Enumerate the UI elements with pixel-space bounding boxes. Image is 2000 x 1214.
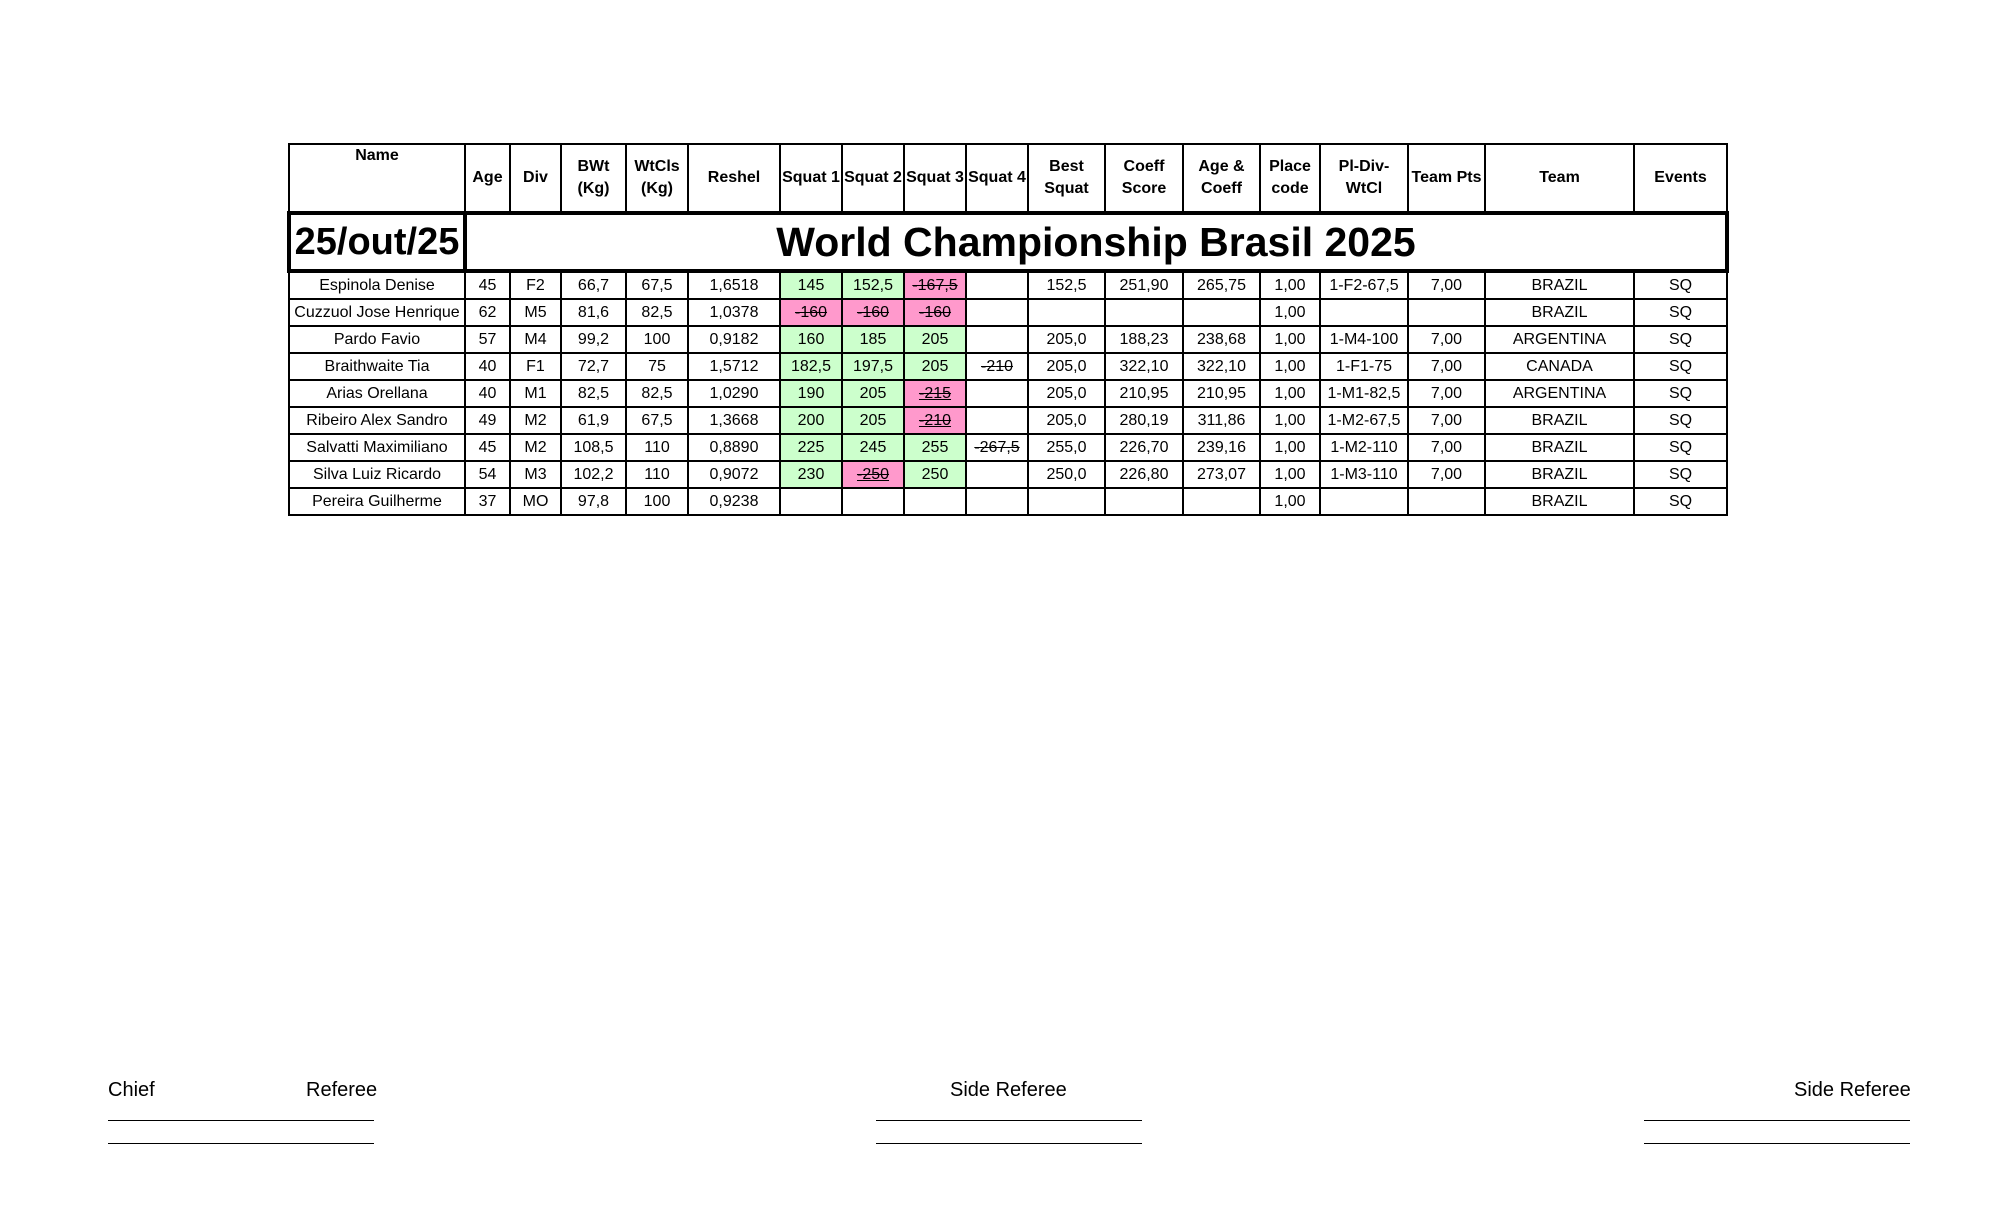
squat-3-cell [904,461,966,488]
table-row [289,353,1727,380]
col-header-wtcls: WtCls (Kg) [626,144,688,213]
squat-3-value: 250 [921,465,949,483]
events-cell: SQ [1634,380,1727,407]
best-squat-cell [1028,299,1105,326]
age-coeff-cell [1183,488,1260,515]
squat-4-cell [966,380,1028,407]
squat-2-cell [842,326,904,353]
squat-1-value: 230 [797,465,825,483]
reshel-coeff-cell: 1,6518 [688,271,780,299]
squat-1-cell [780,434,842,461]
best-squat-cell: 205,0 [1028,407,1105,434]
team-cell: CANADA [1485,353,1634,380]
athlete-name-cell: Cuzzuol Jose Henrique [289,299,465,326]
team-pts-cell: 7,00 [1408,353,1485,380]
body-weight-cell: 97,8 [561,488,626,515]
col-header-best-squat: Best Squat [1028,144,1105,213]
results-body [289,271,1727,515]
squat-3-value: 205 [921,330,949,348]
team-cell: BRAZIL [1485,488,1634,515]
athlete-name-cell: Pardo Favio [289,326,465,353]
col-header-coeff-score: Coeff Score [1105,144,1183,213]
squat-4-cell [966,434,1028,461]
division-cell: F1 [510,353,561,380]
weight-class-cell: 67,5 [626,271,688,299]
age-coeff-cell: 210,95 [1183,380,1260,407]
pl-div-wtcl-cell: 1-M4-100 [1320,326,1408,353]
chief-signature-line-2 [108,1143,374,1144]
coeff-score-cell: 188,23 [1105,326,1183,353]
team-pts-cell: 7,00 [1408,380,1485,407]
division-cell: M4 [510,326,561,353]
team-pts-cell: 7,00 [1408,434,1485,461]
team-cell: BRAZIL [1485,434,1634,461]
age-coeff-cell: 311,86 [1183,407,1260,434]
reshel-coeff-cell: 1,5712 [688,353,780,380]
coeff-score-cell [1105,299,1183,326]
place-code-cell: 1,00 [1260,353,1320,380]
reshel-coeff-cell: 0,9072 [688,461,780,488]
age-coeff-cell: 265,75 [1183,271,1260,299]
events-cell: SQ [1634,434,1727,461]
best-squat-cell: 205,0 [1028,380,1105,407]
results-table [287,143,1729,516]
age-coeff-cell: 238,68 [1183,326,1260,353]
squat-1-cell [780,271,842,299]
meet-date: 25/out/25 [289,213,465,271]
table-row [289,407,1727,434]
squat-3-cell [904,353,966,380]
coeff-score-cell: 226,80 [1105,461,1183,488]
team-cell: ARGENTINA [1485,380,1634,407]
weight-class-cell: 100 [626,326,688,353]
chief-label: Chief [108,1079,155,1101]
team-cell: BRAZIL [1485,299,1634,326]
team-cell: ARGENTINA [1485,326,1634,353]
squat-2-value: 197,5 [852,357,894,375]
squat-4-cell [966,353,1028,380]
division-cell: M1 [510,380,561,407]
weight-class-cell: 67,5 [626,407,688,434]
squat-3-value: 205 [921,357,949,375]
referee-label: Referee [306,1079,378,1101]
squat-1-cell [780,380,842,407]
coeff-score-cell: 251,90 [1105,271,1183,299]
reshel-coeff-cell: 0,8890 [688,434,780,461]
squat-1-cell [780,299,842,326]
squat-2-value: 185 [859,330,887,348]
athlete-name-cell: Salvatti Maximiliano [289,434,465,461]
col-header-squat3: Squat 3 [904,144,966,213]
table-row [289,326,1727,353]
title-row [289,213,1727,271]
coeff-score-cell: 210,95 [1105,380,1183,407]
squat-2-cell [842,271,904,299]
coeff-score-cell: 280,19 [1105,407,1183,434]
events-cell: SQ [1634,488,1727,515]
age-cell: 57 [465,326,510,353]
squat-2-cell [842,380,904,407]
table-row [289,380,1727,407]
squat-1-cell [780,488,842,515]
squat-2-value: 152,5 [852,276,894,294]
pl-div-wtcl-cell: 1-M1-82,5 [1320,380,1408,407]
coeff-score-cell: 322,10 [1105,353,1183,380]
squat-1-cell [780,326,842,353]
body-weight-cell: 108,5 [561,434,626,461]
place-code-cell: 1,00 [1260,299,1320,326]
pl-div-wtcl-cell [1320,299,1408,326]
col-header-age: Age [465,144,510,213]
age-cell: 45 [465,434,510,461]
squat-2-cell [842,461,904,488]
team-pts-cell: 7,00 [1408,461,1485,488]
body-weight-cell: 102,2 [561,461,626,488]
best-squat-cell: 250,0 [1028,461,1105,488]
age-cell: 37 [465,488,510,515]
coeff-score-cell [1105,488,1183,515]
squat-3-value: -215 [918,384,952,402]
col-header-team-pts: Team Pts [1408,144,1485,213]
reshel-coeff-cell: 0,9238 [688,488,780,515]
team-pts-cell: 7,00 [1408,271,1485,299]
squat-1-value: 182,5 [790,357,832,375]
weight-class-cell: 110 [626,434,688,461]
side-referee-1-signature-line-2 [876,1143,1142,1144]
reshel-coeff-cell: 1,3668 [688,407,780,434]
weight-class-cell: 82,5 [626,299,688,326]
best-squat-cell: 205,0 [1028,326,1105,353]
squat-1-cell [780,353,842,380]
squat-1-value: 200 [797,411,825,429]
body-weight-cell: 66,7 [561,271,626,299]
events-cell: SQ [1634,271,1727,299]
squat-1-value: -160 [794,303,828,321]
squat-2-cell [842,434,904,461]
events-cell: SQ [1634,461,1727,488]
col-header-squat4: Squat 4 [966,144,1028,213]
events-cell: SQ [1634,326,1727,353]
squat-3-value: 255 [921,438,949,456]
squat-2-value: 245 [859,438,887,456]
body-weight-cell: 81,6 [561,299,626,326]
weight-class-cell: 110 [626,461,688,488]
place-code-cell: 1,00 [1260,407,1320,434]
team-cell: BRAZIL [1485,271,1634,299]
col-header-squat1: Squat 1 [780,144,842,213]
division-cell: F2 [510,271,561,299]
squat-2-cell [842,299,904,326]
squat-2-cell [842,353,904,380]
squat-4-cell [966,488,1028,515]
weight-class-cell: 100 [626,488,688,515]
team-pts-cell: 7,00 [1408,407,1485,434]
side-referee-label-2: Side Referee [1794,1079,1911,1101]
age-cell: 49 [465,407,510,434]
squat-3-cell [904,434,966,461]
age-coeff-cell: 322,10 [1183,353,1260,380]
squat-4-value: -267,5 [974,438,1020,456]
team-cell: BRAZIL [1485,461,1634,488]
place-code-cell: 1,00 [1260,271,1320,299]
team-cell: BRAZIL [1485,407,1634,434]
team-pts-cell: 7,00 [1408,326,1485,353]
division-cell: M3 [510,461,561,488]
team-pts-cell [1408,299,1485,326]
column-header-row [289,144,1727,213]
col-header-reshel: Reshel [688,144,780,213]
side-referee-2-signature-line [1644,1120,1910,1121]
col-header-bwt: BWt (Kg) [561,144,626,213]
place-code-cell: 1,00 [1260,380,1320,407]
division-cell: MO [510,488,561,515]
squat-4-value: -210 [980,357,1014,375]
squat-4-cell [966,299,1028,326]
squat-1-value: 190 [797,384,825,402]
athlete-name-cell: Ribeiro Alex Sandro [289,407,465,434]
place-code-cell: 1,00 [1260,488,1320,515]
side-referee-label-1: Side Referee [950,1079,1067,1101]
place-code-cell: 1,00 [1260,461,1320,488]
coeff-score-cell: 226,70 [1105,434,1183,461]
pl-div-wtcl-cell: 1-F1-75 [1320,353,1408,380]
events-cell: SQ [1634,407,1727,434]
squat-2-value: -160 [856,303,890,321]
col-header-squat2: Squat 2 [842,144,904,213]
reshel-coeff-cell: 1,0378 [688,299,780,326]
table-row [289,271,1727,299]
squat-3-value: -160 [918,303,952,321]
table-row [289,299,1727,326]
squat-4-cell [966,326,1028,353]
squat-2-cell [842,407,904,434]
reshel-coeff-cell: 0,9182 [688,326,780,353]
col-header-place-code: Place code [1260,144,1320,213]
col-header-div: Div [510,144,561,213]
division-cell: M2 [510,434,561,461]
body-weight-cell: 61,9 [561,407,626,434]
squat-4-cell [966,461,1028,488]
reshel-coeff-cell: 1,0290 [688,380,780,407]
age-cell: 40 [465,353,510,380]
squat-1-cell [780,407,842,434]
age-cell: 62 [465,299,510,326]
side-referee-1-signature-line [876,1120,1142,1121]
pl-div-wtcl-cell: 1-M2-67,5 [1320,407,1408,434]
athlete-name-cell: Braithwaite Tia [289,353,465,380]
age-cell: 45 [465,271,510,299]
place-code-cell: 1,00 [1260,434,1320,461]
age-coeff-cell: 239,16 [1183,434,1260,461]
best-squat-cell: 152,5 [1028,271,1105,299]
age-coeff-cell [1183,299,1260,326]
body-weight-cell: 72,7 [561,353,626,380]
age-cell: 54 [465,461,510,488]
col-header-name: Name [289,144,465,213]
chief-signature-line [108,1120,374,1121]
squat-3-cell [904,299,966,326]
table-row [289,434,1727,461]
squat-3-cell [904,380,966,407]
weight-class-cell: 75 [626,353,688,380]
squat-1-value: 145 [797,276,825,294]
col-header-age-coeff: Age & Coeff [1183,144,1260,213]
body-weight-cell: 82,5 [561,380,626,407]
division-cell: M5 [510,299,561,326]
pl-div-wtcl-cell: 1-M3-110 [1320,461,1408,488]
team-pts-cell [1408,488,1485,515]
best-squat-cell: 255,0 [1028,434,1105,461]
squat-1-cell [780,461,842,488]
squat-4-cell [966,407,1028,434]
pl-div-wtcl-cell: 1-F2-67,5 [1320,271,1408,299]
body-weight-cell: 99,2 [561,326,626,353]
col-header-pl-div-wtcl: Pl-Div-WtCl [1320,144,1408,213]
meet-title: World Championship Brasil 2025 [465,213,1727,271]
col-header-events: Events [1634,144,1727,213]
squat-4-cell [966,271,1028,299]
squat-3-cell [904,407,966,434]
squat-3-value: -210 [918,411,952,429]
side-referee-2-signature-line-2 [1644,1143,1910,1144]
squat-2-value: -250 [856,465,890,483]
squat-2-cell [842,488,904,515]
squat-1-value: 160 [797,330,825,348]
age-cell: 40 [465,380,510,407]
athlete-name-cell: Arias Orellana [289,380,465,407]
squat-3-cell [904,271,966,299]
squat-3-cell [904,488,966,515]
pl-div-wtcl-cell [1320,488,1408,515]
best-squat-cell [1028,488,1105,515]
squat-1-value: 225 [797,438,825,456]
athlete-name-cell: Silva Luiz Ricardo [289,461,465,488]
events-cell: SQ [1634,353,1727,380]
table-row [289,461,1727,488]
squat-2-value: 205 [859,411,887,429]
squat-3-value: -167,5 [912,276,958,294]
place-code-cell: 1,00 [1260,326,1320,353]
table-row [289,488,1727,515]
age-coeff-cell: 273,07 [1183,461,1260,488]
squat-2-value: 205 [859,384,887,402]
col-header-team: Team [1485,144,1634,213]
squat-3-cell [904,326,966,353]
athlete-name-cell: Espinola Denise [289,271,465,299]
division-cell: M2 [510,407,561,434]
events-cell: SQ [1634,299,1727,326]
pl-div-wtcl-cell: 1-M2-110 [1320,434,1408,461]
athlete-name-cell: Pereira Guilherme [289,488,465,515]
weight-class-cell: 82,5 [626,380,688,407]
best-squat-cell: 205,0 [1028,353,1105,380]
